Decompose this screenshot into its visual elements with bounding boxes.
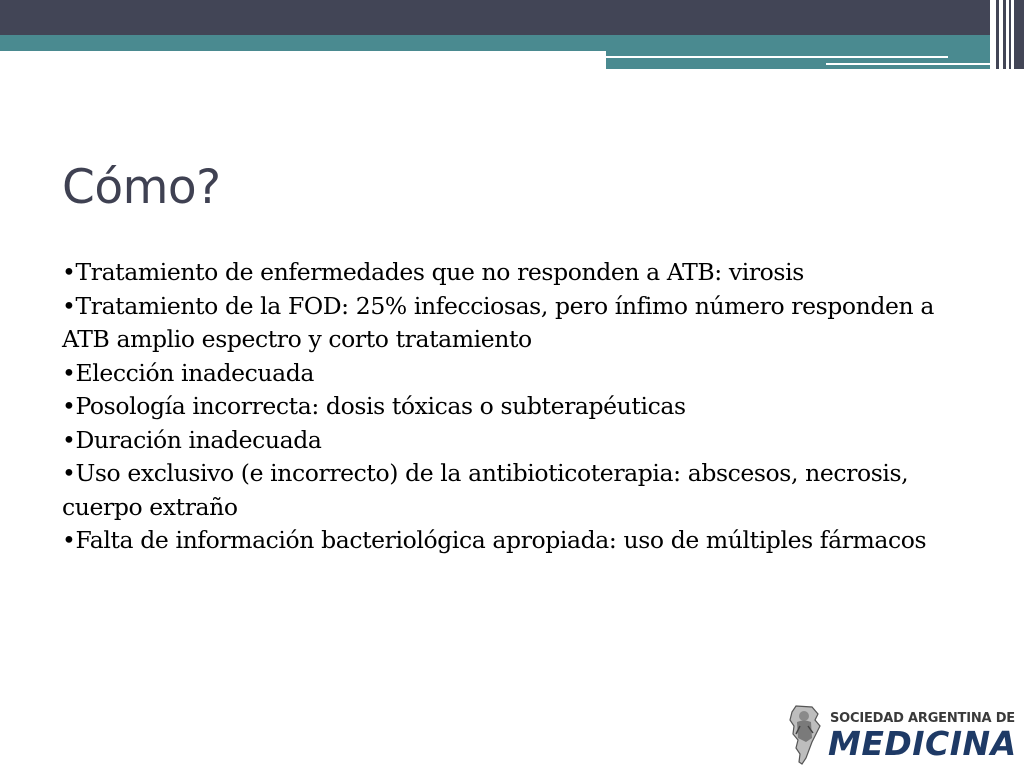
bullet-item: • Duración inadecuada	[62, 424, 982, 458]
header-accent-line	[826, 63, 998, 65]
slide-title: Cómo?	[62, 160, 221, 215]
header-teal-notch	[606, 51, 998, 69]
bullet-item: • Uso exclusivo (e incorrecto) de la antibioticoterapia: abscesos, necrosis, cuerpo extraño	[62, 457, 982, 524]
header-accent-line	[606, 56, 948, 58]
header-teal-bar	[0, 35, 1024, 51]
header-dark-bar	[0, 0, 1024, 35]
organization-logo	[782, 704, 1022, 766]
bullet-item: • Falta de información bacteriológica apropiada: uso de múltiples fármacos	[62, 524, 982, 558]
bullet-item: • Tratamiento de enfermedades que no responden a ATB: virosis	[62, 256, 982, 290]
logo-line-1: SOCIEDAD ARGENTINA DE	[830, 711, 1015, 726]
bullet-item: • Posología incorrecta: dosis tóxicas o subterapéuticas	[62, 390, 982, 424]
header-right-stripes	[990, 0, 1024, 69]
logo-line-2: MEDICINA	[828, 724, 1017, 763]
argentina-map-figure-icon	[782, 704, 826, 766]
bullet-item: • Elección inadecuada	[62, 357, 982, 391]
bullet-list	[62, 256, 982, 558]
bullet-item: • Tratamiento de la FOD: 25% infecciosas, pero ínfimo número responden a ATB amplio espectro y corto tratamiento	[62, 290, 982, 357]
